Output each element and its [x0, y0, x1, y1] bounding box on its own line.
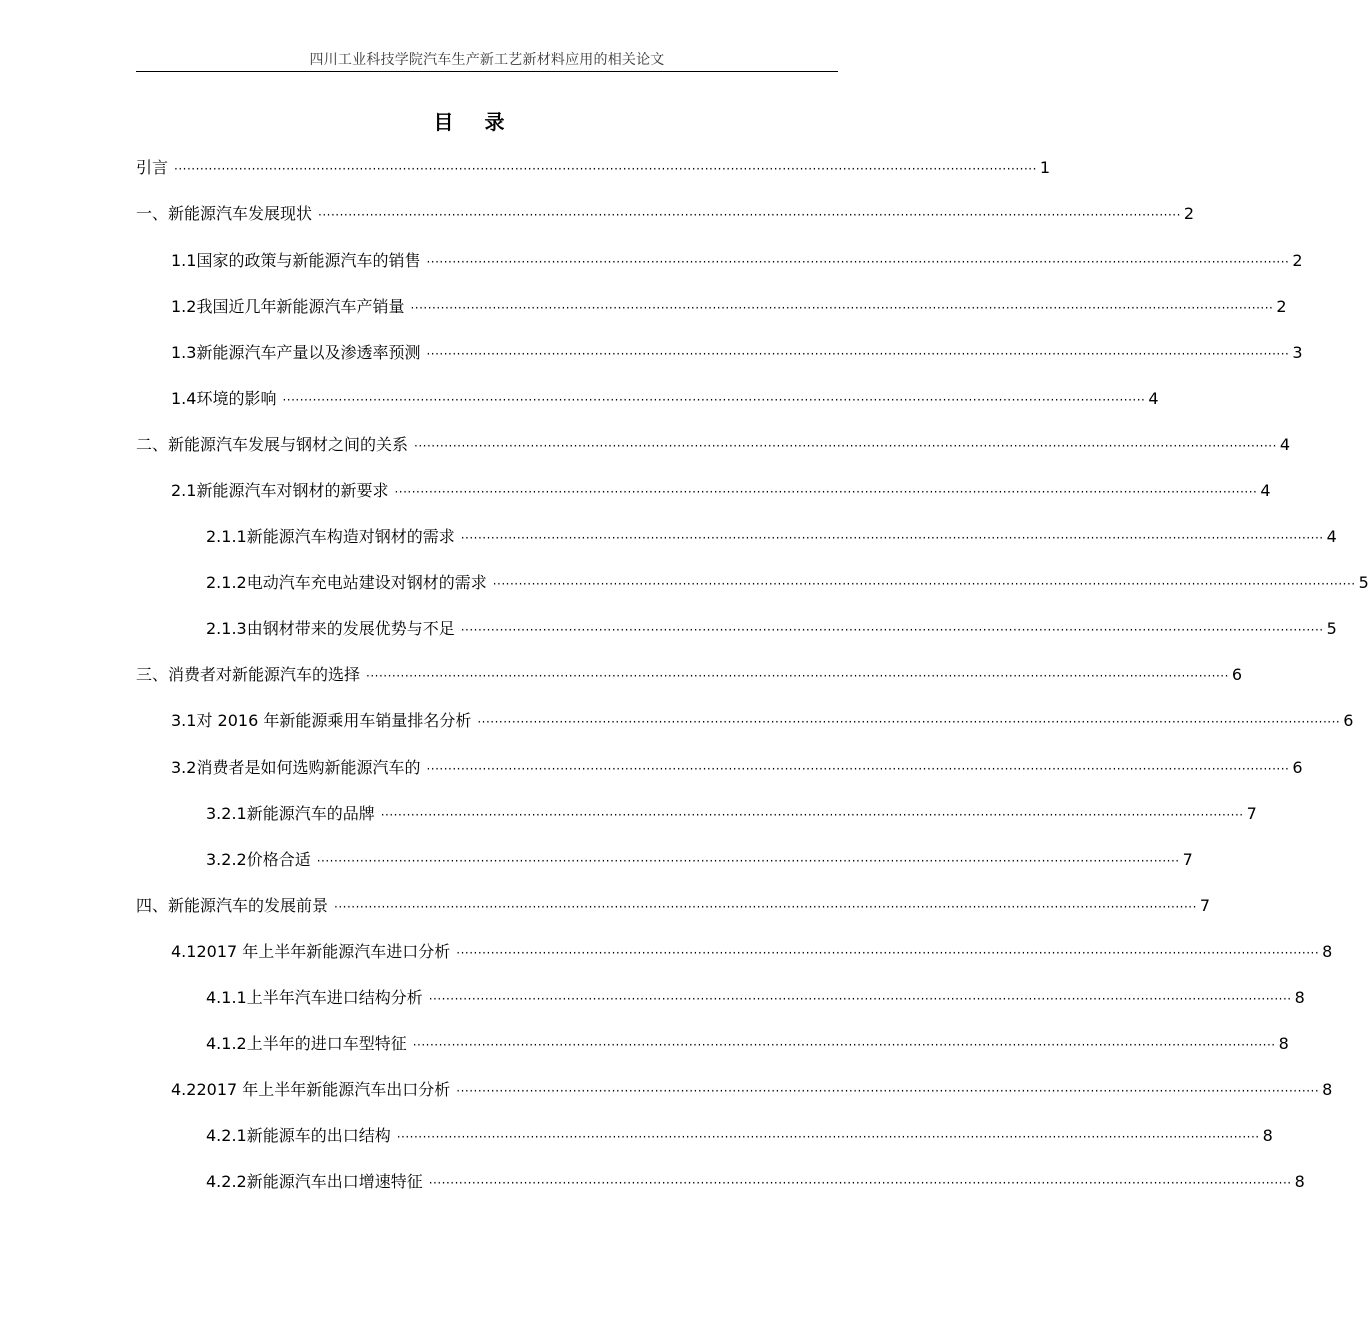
toc-entry-3-2-1[interactable]	[206, 802, 1257, 826]
toc-entry-text: 2017 年上半年新能源汽车出口分析	[196, 1080, 451, 1099]
toc-entry-number: 3.2.1	[206, 804, 247, 823]
toc-entry-text: 2017 年上半年新能源汽车进口分析	[196, 942, 451, 961]
toc-entry-text: 消费者对新能源汽车的选择	[168, 665, 361, 684]
toc-entry-number: 4.2	[171, 1080, 197, 1099]
toc-entry-text: 价格合适	[246, 850, 311, 869]
dot-leader: ········································································································································································································	[174, 162, 1037, 176]
toc-entry-text: 上半年的进口车型特征	[246, 1034, 407, 1053]
toc-entry-page: 2	[1292, 251, 1303, 270]
toc-entry-page: 1	[1039, 158, 1051, 177]
toc-entry-page: 8	[1294, 988, 1305, 1007]
toc-entry-text: 新能源汽车发展现状	[168, 204, 313, 223]
toc-entry-page: 7	[1246, 804, 1257, 823]
toc-entry-2-1-2[interactable]	[206, 571, 1369, 595]
toc-entry-page: 5	[1326, 619, 1337, 638]
toc-entry-text: 新能源汽车的发展前景	[168, 896, 329, 915]
dot-leader: ········································································································································································································	[396, 1130, 1260, 1144]
dot-leader: ········································································································································································································	[318, 208, 1181, 222]
dot-leader: ········································································································································································································	[428, 1176, 1292, 1190]
running-header-text: 四川工业科技学院汽车生产新工艺新材料应用的相关论文	[309, 52, 665, 68]
toc-entry-chapter-1[interactable]	[136, 202, 1195, 226]
toc-entry-number: 4.1.1	[206, 988, 247, 1007]
toc-entry-1-1[interactable]	[171, 249, 1303, 273]
toc-entry-page: 4	[1148, 389, 1159, 408]
toc-entry-text: 引言	[136, 158, 169, 177]
toc-entry-4-2[interactable]	[171, 1078, 1333, 1102]
toc-entry-number: 3.2	[171, 758, 197, 777]
toc-entry-number: 2.1	[171, 481, 197, 500]
toc-entry-page: 6	[1343, 711, 1354, 730]
toc-entry-intro[interactable]	[136, 156, 1051, 180]
toc-entry-4-1[interactable]	[171, 940, 1333, 964]
dot-leader: ········································································································································································································	[428, 992, 1292, 1006]
toc-entry-page: 8	[1322, 1080, 1333, 1099]
toc-entry-2-1-3[interactable]	[206, 617, 1337, 641]
toc-entry-text: 新能源车的出口结构	[246, 1126, 391, 1145]
toc-entry-number: 3.2.2	[206, 850, 247, 869]
toc-entry-number: 1.3	[171, 343, 197, 362]
toc-entry-text: 我国近几年新能源汽车产销量	[196, 297, 405, 316]
toc-title: 目 录	[433, 110, 517, 134]
toc-entry-number: 二、	[136, 435, 169, 454]
toc-entry-text: 由钢材带来的发展优势与不足	[246, 619, 455, 638]
toc-entry-number: 3.1	[171, 711, 197, 730]
toc-entry-chapter-3[interactable]	[136, 663, 1243, 687]
toc-entry-page: 4	[1326, 527, 1337, 546]
toc-entry-text: 新能源汽车的品牌	[246, 804, 375, 823]
dot-leader: ········································································································································································································	[412, 1038, 1276, 1052]
toc-entry-page: 2	[1276, 297, 1287, 316]
toc-entry-1-4[interactable]	[171, 387, 1159, 411]
toc-entry-text: 电动汽车充电站建设对钢材的需求	[246, 573, 487, 592]
dot-leader: ········································································································································································································	[366, 669, 1229, 683]
toc-entry-text: 国家的政策与新能源汽车的销售	[196, 251, 421, 270]
toc-entry-number: 4.1.2	[206, 1034, 247, 1053]
toc-entry-page: 4	[1260, 481, 1271, 500]
toc-entry-chapter-2[interactable]	[136, 433, 1291, 457]
toc-entry-number: 一、	[136, 204, 169, 223]
toc-entry-page: 8	[1262, 1126, 1273, 1145]
dot-leader: ········································································································································································································	[394, 485, 1258, 499]
dot-leader: ········································································································································································································	[380, 808, 1244, 822]
dot-leader: ········································································································································································································	[410, 301, 1274, 315]
toc-entry-page: 7	[1182, 850, 1193, 869]
dot-leader: ········································································································································································································	[316, 854, 1180, 868]
toc-entry-number: 4.1	[171, 942, 197, 961]
dot-leader: ········································································································································································································	[456, 1084, 1320, 1098]
toc-entry-page: 8	[1294, 1172, 1305, 1191]
toc-entry-3-2-2[interactable]	[206, 848, 1193, 872]
toc-entry-text: 环境的影响	[196, 389, 277, 408]
toc-entry-number: 2.1.2	[206, 573, 247, 592]
toc-entry-2-1[interactable]	[171, 479, 1271, 503]
toc-entry-text: 新能源汽车对钢材的新要求	[196, 481, 389, 500]
toc-entry-number: 4.2.1	[206, 1126, 247, 1145]
dot-leader: ········································································································································································································	[460, 623, 1324, 637]
dot-leader: ········································································································································································································	[414, 439, 1277, 453]
toc-entry-page: 6	[1292, 758, 1303, 777]
toc-entry-page: 5	[1358, 573, 1369, 592]
toc-entry-number: 1.1	[171, 251, 197, 270]
toc-entry-page: 3	[1292, 343, 1303, 362]
toc-entry-number: 4.2.2	[206, 1172, 247, 1191]
toc-entry-number: 2.1.3	[206, 619, 247, 638]
toc-entry-text: 新能源汽车产量以及渗透率预测	[196, 343, 421, 362]
toc-entry-page: 6	[1231, 665, 1243, 684]
toc-entry-3-2[interactable]	[171, 756, 1303, 780]
toc-entry-1-2[interactable]	[171, 295, 1287, 319]
dot-leader: ········································································································································································································	[426, 762, 1290, 776]
toc-entry-4-1-1[interactable]	[206, 986, 1305, 1010]
dot-leader: ········································································································································································································	[456, 946, 1320, 960]
toc-entry-page: 2	[1183, 204, 1195, 223]
toc-entry-page: 8	[1278, 1034, 1289, 1053]
toc-entry-text: 新能源汽车出口增速特征	[246, 1172, 423, 1191]
toc-entry-4-2-2[interactable]	[206, 1170, 1305, 1194]
toc-entry-page: 8	[1322, 942, 1333, 961]
dot-leader: ········································································································································································································	[426, 347, 1290, 361]
dot-leader: ········································································································································································································	[492, 577, 1356, 591]
toc-entry-page: 7	[1199, 896, 1211, 915]
toc-entry-number: 2.1.1	[206, 527, 247, 546]
toc-entry-number: 1.2	[171, 297, 197, 316]
toc-entry-text: 对 2016 年新能源乘用车销量排名分析	[196, 711, 472, 730]
dot-leader: ········································································································································································································	[334, 900, 1197, 914]
toc-entry-chapter-4[interactable]	[136, 894, 1211, 918]
toc-entry-1-3[interactable]	[171, 341, 1303, 365]
toc-entry-2-1-1[interactable]	[206, 525, 1337, 549]
toc-entry-page: 4	[1279, 435, 1291, 454]
dot-leader: ········································································································································································································	[426, 255, 1290, 269]
toc-entry-text: 新能源汽车发展与钢材之间的关系	[168, 435, 409, 454]
toc-entry-text: 上半年汽车进口结构分析	[246, 988, 423, 1007]
dot-leader: ········································································································································································································	[460, 531, 1324, 545]
toc-entry-4-2-1[interactable]	[206, 1124, 1273, 1148]
dot-leader: ········································································································································································································	[477, 715, 1341, 729]
toc-entry-number: 1.4	[171, 389, 197, 408]
toc-entry-number: 四、	[136, 896, 169, 915]
dot-leader: ········································································································································································································	[282, 393, 1146, 407]
toc-entry-4-1-2[interactable]	[206, 1032, 1289, 1056]
toc-entry-number: 三、	[136, 665, 169, 684]
toc-entry-text: 新能源汽车构造对钢材的需求	[246, 527, 455, 546]
toc-entry-3-1[interactable]	[171, 709, 1354, 733]
toc-entry-text: 消费者是如何选购新能源汽车的	[196, 758, 421, 777]
